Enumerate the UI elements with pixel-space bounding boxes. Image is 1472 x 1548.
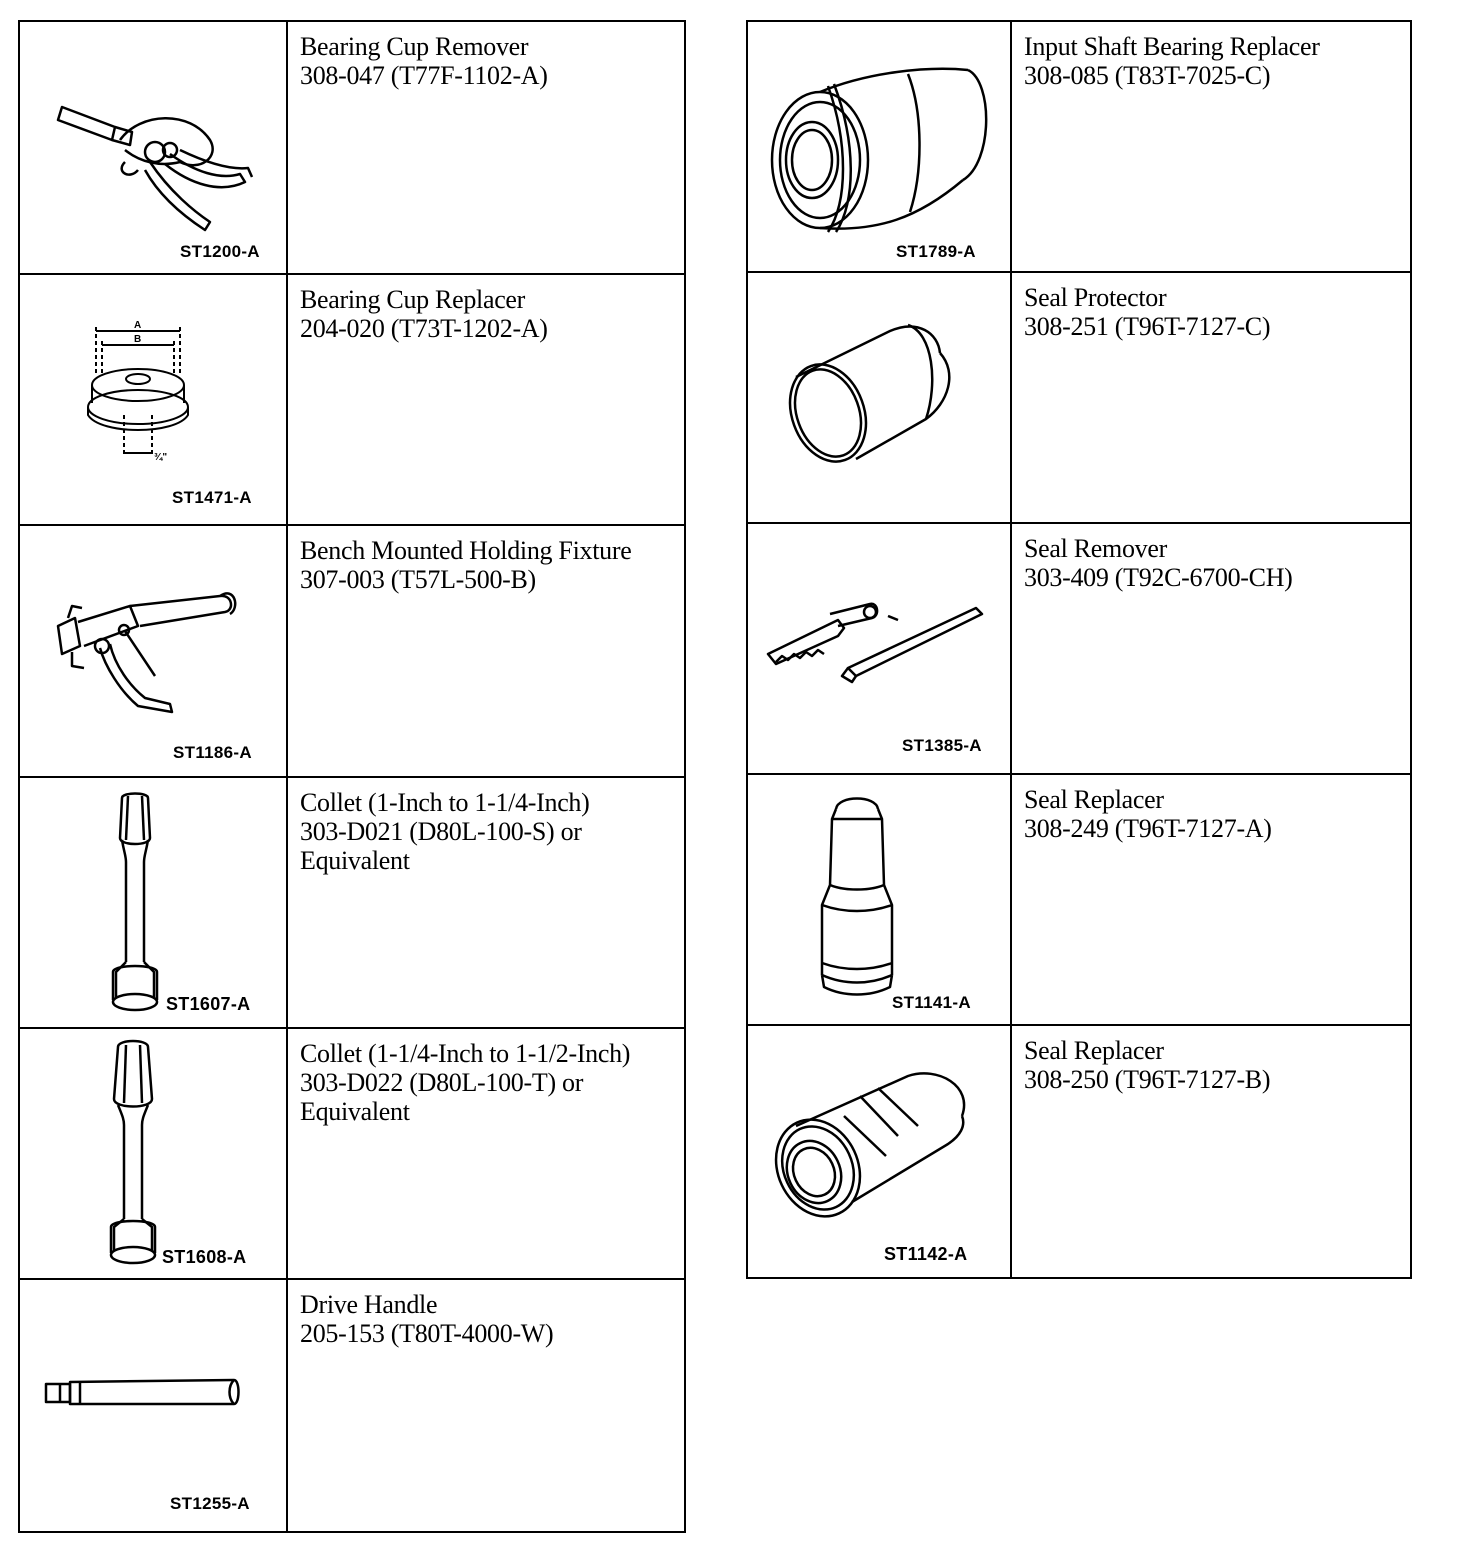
tool-name: Seal Protector [1024,283,1167,312]
collet-small-illustration [20,778,286,1027]
table-row [748,775,1410,1026]
tool-illustration-cell [20,1280,288,1531]
seal-replacer-b-illustration [748,1026,1010,1275]
table-row [20,275,684,526]
left-tool-table [18,20,686,1533]
tool-note: Equivalent [300,1097,410,1126]
tool-number: 308-250 (T96T-7127-B) [1024,1065,1271,1094]
figure-code: ST1200-A [180,242,260,261]
collet-large-illustration [20,1029,286,1278]
tool-description [288,1029,684,1278]
tool-name: Seal Remover [1024,534,1167,563]
dimension-b-label: B [134,334,142,345]
table-row [748,524,1410,775]
tool-illustration-cell [20,22,288,273]
tool-description [1012,273,1410,522]
figure-code: ST1385-A [902,736,982,755]
table-row [20,778,684,1029]
tool-number: 308-251 (T96T-7127-C) [1024,312,1271,341]
tool-note: Equivalent [300,846,410,875]
figure-code: ST1471-A [172,488,252,507]
bearing-cup-replacer-illustration [20,275,286,524]
tool-illustration-cell [748,775,1012,1024]
table-row [748,22,1410,273]
table-row [20,1280,684,1531]
tool-name: Bearing Cup Replacer [300,285,526,314]
bearing-cup-remover-illustration [20,22,286,273]
tool-name: Collet (1-1/4-Inch to 1-1/2-Inch) [300,1039,631,1068]
tool-illustration-cell [20,275,288,524]
tool-number: 303-D022 (D80L-100-T) or [300,1068,584,1097]
tool-name: Input Shaft Bearing Replacer [1024,32,1320,61]
right-tool-table [746,20,1412,1279]
seal-replacer-a-illustration [748,775,1010,1024]
tool-illustration-cell [748,22,1012,271]
tool-name: Seal Replacer [1024,1036,1164,1065]
tool-description [288,1280,684,1531]
seal-protector-illustration [748,273,1010,522]
figure-code: ST1608-A [162,1247,247,1267]
tool-number: 308-085 (T83T-7025-C) [1024,61,1271,90]
figure-code: ST1141-A [892,993,971,1012]
tool-number: 204-020 (T73T-1202-A) [300,314,548,343]
tool-illustration-cell [20,526,288,776]
tool-description [288,275,684,524]
figure-code: ST1607-A [166,994,251,1014]
table-row [20,526,684,778]
tool-description [288,526,684,776]
tool-illustration-cell [20,778,288,1027]
tool-number: 308-047 (T77F-1102-A) [300,61,548,90]
table-row [748,1026,1410,1277]
figure-code: ST1186-A [173,743,252,762]
tool-illustration-cell [748,1026,1012,1277]
tool-description [1012,524,1410,773]
table-row [20,1029,684,1280]
table-row [748,273,1410,524]
tool-description [288,22,684,273]
dimension-a-label: A [134,320,142,331]
drive-handle-illustration [20,1280,286,1529]
tool-name: Bench Mounted Holding Fixture [300,536,632,565]
tool-number: 308-249 (T96T-7127-A) [1024,814,1272,843]
dimension-c-label: ¾" [154,452,168,463]
input-shaft-bearing-replacer-illustration [748,22,1010,271]
tool-illustration-cell [748,273,1012,522]
tool-number: 303-D021 (D80L-100-S) or [300,817,582,846]
tool-name: Seal Replacer [1024,785,1164,814]
tool-description [1012,1026,1410,1277]
figure-code: ST1255-A [170,1494,250,1513]
tool-name: Drive Handle [300,1290,438,1319]
figure-code: ST1142-A [884,1244,968,1264]
tool-number: 307-003 (T57L-500-B) [300,565,536,594]
table-row [20,22,684,275]
tool-name: Bearing Cup Remover [300,32,529,61]
tool-description [1012,22,1410,271]
tool-number: 205-153 (T80T-4000-W) [300,1319,554,1348]
tool-illustration-cell [20,1029,288,1278]
tool-number: 303-409 (T92C-6700-CH) [1024,563,1293,592]
tool-description [288,778,684,1027]
tool-illustration-cell [748,524,1012,773]
tool-description [1012,775,1410,1024]
tool-name: Collet (1-Inch to 1-1/4-Inch) [300,788,590,817]
figure-code: ST1789-A [896,242,976,261]
holding-fixture-illustration [20,526,286,776]
